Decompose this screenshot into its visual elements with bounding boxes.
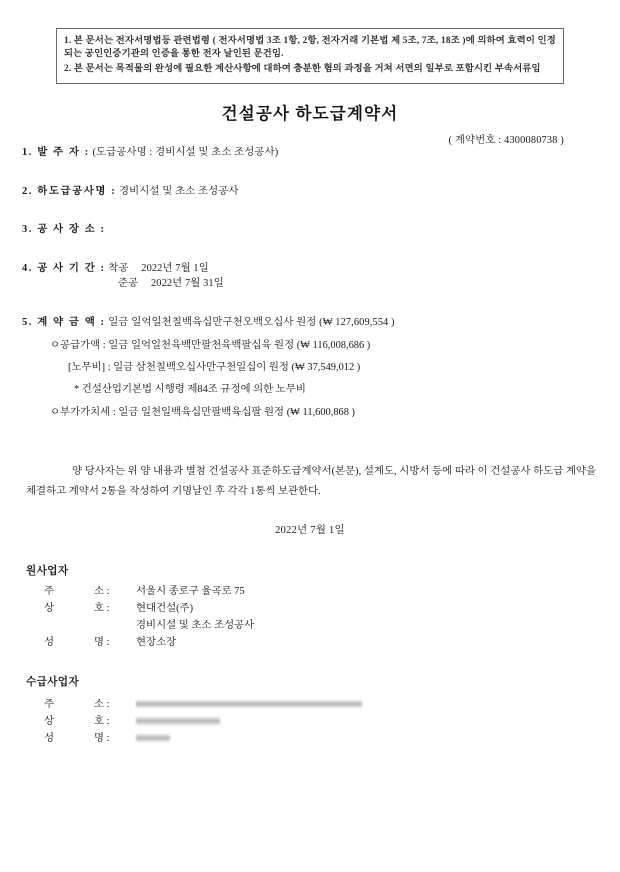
original-party-name-colon: 명 : — [94, 636, 110, 648]
item-orderer-label: 1. 발 주 자 : — [22, 147, 90, 158]
notice-line-2: 2. 본 문서는 목적물의 완성에 필요한 계산사항에 대하여 충분한 혐의 과정을 거쳐 서면의 일부로 포함시킨 부속서류임 — [64, 63, 541, 74]
item-subcontract-name — [22, 184, 598, 200]
sub-party-address-colon: 소 : — [94, 699, 110, 711]
item-contract-amount-value: 일금 일억일천칠백육십만구천오백오십사 원정 (₩ 127,609,554 ) — [108, 317, 395, 329]
paragraph-text: 양 내용과 별첨 건설공사 표준하도급계약서(본문), 설계도, 시방서 등에 따라 이 건설공사 하도급 계약을 체결하고 계약서 2통을 작성하여 기명날인 후 각각 1통씩 보관한다. — [26, 466, 596, 498]
item-contract-amount — [22, 315, 598, 331]
paragraph-lead: 양 당사자는 위 — [72, 466, 138, 477]
redacted-address — [136, 699, 362, 709]
item-period-start-label: 착공 — [108, 262, 129, 274]
notice-line-1: 1. 본 문서는 전자서명법등 관련법령 ( 전자서명법 3조 1항, 2항, 전자거래 기본법 제 5조, 7조, 18조 )에 의하여 효력이 인정되는 공인인증기관의 인증을 통한 전자 날인된 문건임. — [64, 36, 556, 60]
sub-party-company-row — [26, 714, 602, 731]
sub-party-title: 수급사업자 — [26, 677, 80, 688]
sub-party-name-row — [26, 731, 602, 748]
original-party-address-label: 주 — [44, 586, 57, 597]
contract-body — [22, 145, 598, 421]
signing-date: 2022년 7월 1일 — [275, 525, 345, 536]
item-subcontract-name-label: 2. 하도급공사명 : — [22, 185, 117, 197]
original-party-name-label: 성 — [44, 636, 57, 648]
original-party-address-value: 서울시 종로구 율곡로 75 — [136, 586, 245, 597]
contract-number: ( 계약번호 : 4300080738 ) — [448, 135, 564, 146]
original-party-name-value: 현장소장 — [136, 636, 177, 648]
item-period-end — [22, 276, 598, 292]
original-party-company-label: 상 — [44, 602, 57, 614]
original-party-company-sub: 경비시설 및 초소 조성공사 — [136, 619, 255, 631]
item-site-label: 3. 공 사 장 소 : — [22, 224, 106, 236]
agreement-paragraph — [26, 462, 596, 503]
supply-amount-line: ㅇ공급가액 : 일금 일억일천육백만팔천육백팔십육 원정 (₩ 116,008,686 ) — [50, 339, 371, 351]
labor-cost-note: * 건설산업기본법 시행령 제84조 규정에 의한 노무비 — [74, 383, 306, 395]
sub-party-company-value — [136, 714, 602, 731]
item-subcontract-name-value: 경비시설 및 초소 조성공사 — [118, 185, 239, 197]
sub-party-name-value — [136, 731, 602, 748]
item-period-label: 4. 공 사 기 간 : — [22, 262, 106, 274]
redacted-company — [136, 716, 220, 726]
item-period-start-date: 2022년 7월 1일 — [141, 262, 209, 274]
original-party-block — [26, 563, 602, 651]
original-party-address-row — [26, 584, 602, 601]
original-party-name-row — [26, 635, 602, 652]
sub-party-address-row — [26, 697, 602, 714]
item-period — [22, 261, 598, 277]
item-orderer — [22, 145, 598, 161]
sub-party-company-label: 상 — [44, 716, 57, 728]
legal-notice-box — [56, 28, 564, 84]
item-period-end-date: 2022년 7월 31일 — [150, 278, 224, 290]
original-party-company-colon: 호 : — [94, 602, 110, 614]
sub-party-name-label: 성 — [44, 733, 57, 745]
original-party-title: 원사업자 — [26, 566, 69, 577]
redacted-name — [136, 733, 170, 743]
original-party-company-value: 현대건설(주) — [136, 602, 194, 614]
original-party-address-colon: 소 : — [94, 586, 110, 597]
labor-cost-line: [노무비] : 일금 삼천칠백오십사만구천일십이 원정 (₩ 37,549,012 ) — [68, 361, 361, 373]
item-period-end-label: 준공 — [118, 278, 139, 290]
sub-party-block — [26, 675, 602, 748]
sub-party-address-label: 주 — [44, 699, 57, 711]
page-title: 건설공사 하도급계약서 — [221, 104, 399, 123]
sub-party-name-colon: 명 : — [94, 733, 110, 745]
sub-party-company-colon: 호 : — [94, 716, 110, 728]
item-contract-amount-label: 5. 계 약 금 액 : — [22, 317, 106, 329]
item-site — [22, 222, 598, 238]
vat-line: ㅇ부가가치세 : 일금 일천일백육십만팔백육십팔 원정 (₩ 11,600,868 ) — [50, 407, 355, 419]
original-party-company-row — [26, 601, 602, 618]
item-orderer-value: (도급공사명 : 경비시설 및 초소 조성공사) — [92, 147, 279, 158]
sub-party-address-value — [136, 697, 602, 714]
